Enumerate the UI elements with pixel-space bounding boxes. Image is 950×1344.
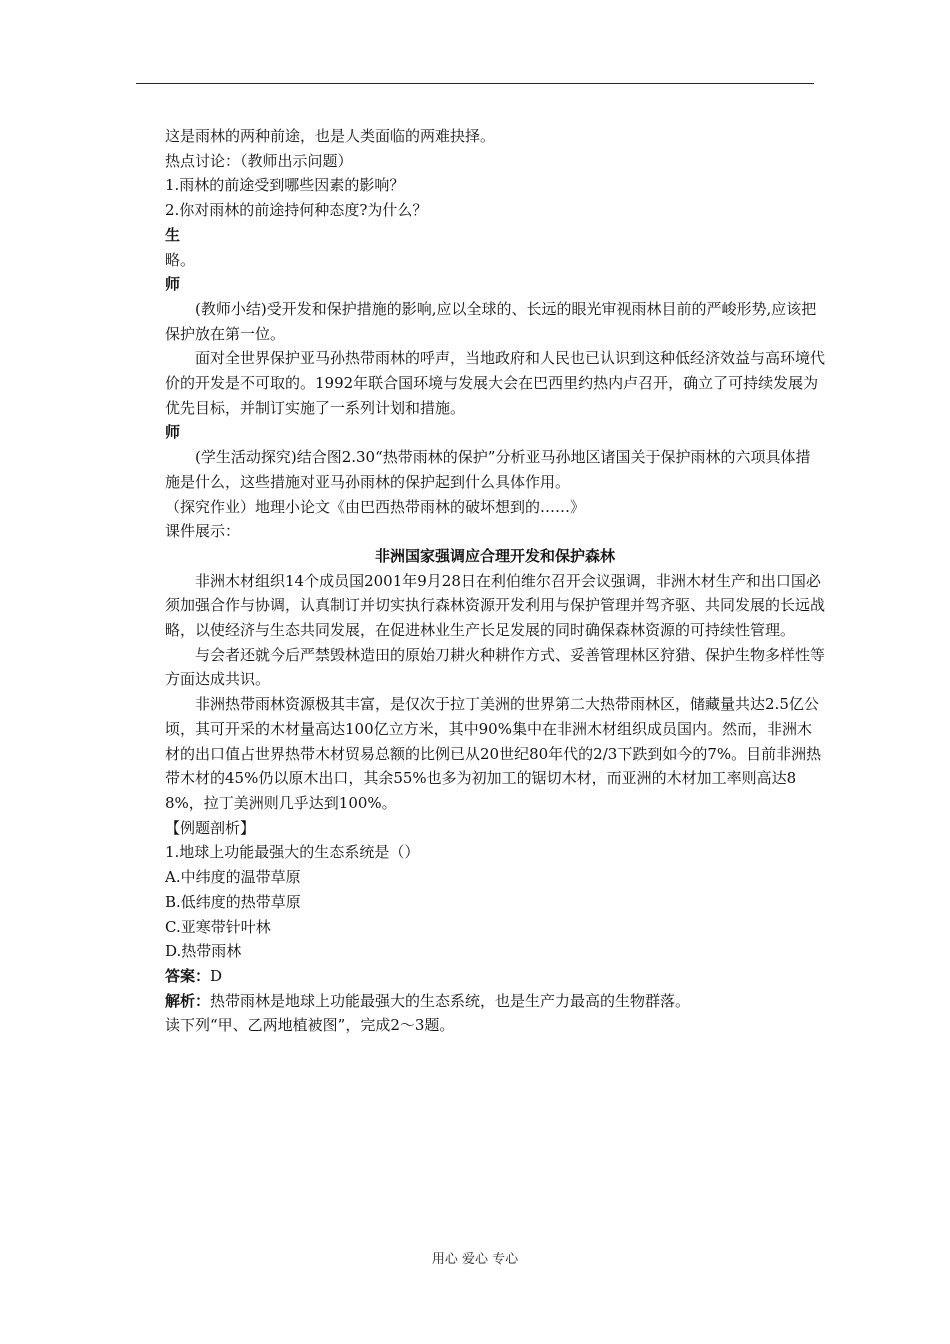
option-b: B.低纬度的热带草原 <box>165 892 301 911</box>
text-line: 热点讨论：（教师出示问题） <box>165 151 353 170</box>
option-c: C.亚寒带针叶林 <box>165 917 271 936</box>
header-rule <box>136 83 814 84</box>
speaker-label-teacher: 师 <box>165 423 181 442</box>
analysis-value: 热带雨林是地球上功能最强大的生态系统，也是生产力最高的生物群落。 <box>210 991 691 1010</box>
answer-line <box>165 964 825 989</box>
text-line: 这是雨林的两种前途，也是人类面临的两难抉择。 <box>165 127 496 145</box>
paragraph: 面对全世界保护亚马孙热带雨林的呼声，当地政府和人民也已认识到这种低经济效益与高环境代价的开发是不可取的。1992年联合国环境与发展大会在巴西里约热内卢召开，确立了可持续发展为优先目标，并制订实施了一系列计划和措施。 <box>165 349 826 417</box>
teacher-summary: (教师小结)受开发和保护措施的影响,应以全球的、长远的眼光审视雨林目前的严峻形势,应该把保护放在第一位。 <box>165 299 817 343</box>
paragraph: 非洲木材组织14个成员国2001年9月28日在利伯维尔召开会议强调，非洲木材生产和出口国必须加强合作与协调，认真制订并切实执行森林资源开发利用与保护管理并驾齐驱、共同发展的长远战略，以使经济与生态共同发展，在促进林业生产长足发展的同时确保森林资源的可持续性管理。 <box>165 571 826 640</box>
homework-line: （探究作业）地理小论文《由巴西热带雨林的破坏想到的……》 <box>165 497 586 516</box>
speaker-label-teacher: 师 <box>165 275 181 294</box>
option-d: D.热带雨林 <box>165 942 242 961</box>
analysis-line <box>165 989 825 1014</box>
student-activity: (学生活动探究)结合图2.30“热带雨林的保护”分析亚马孙地区诸国关于保护雨林的六项具体措施是什么，这些措施对亚马孙雨林的保护起到什么具体作用。 <box>165 448 811 491</box>
option-a: A.中纬度的温带草原 <box>165 868 301 887</box>
text-line: 读下列“甲、乙两地植被图”，完成2～3题。 <box>165 1016 455 1035</box>
paragraph: 与会者还就今后严禁毁林造田的原始刀耕火种耕作方式、妥善管理林区狩猎、保护生物多样性等方面达成共识。 <box>165 645 826 689</box>
courseware-line: 课件展示： <box>165 522 241 541</box>
question-item: 2.你对雨林的前途持何种态度?为什么？ <box>165 201 428 220</box>
speaker-label-student: 生 <box>165 225 181 244</box>
document-body <box>165 124 825 1038</box>
question-item: 1.地球上功能最强大的生态系统是（） <box>165 843 420 862</box>
page-footer: 用心 爱心 专心 <box>431 1252 519 1267</box>
analysis-label: 解析： <box>165 991 211 1010</box>
answer-value: D <box>210 966 223 985</box>
section-title: 非洲国家强调应合理开发和保护森林 <box>374 546 615 565</box>
paragraph: 非洲热带雨林资源极其丰富，是仅次于拉丁美洲的世界第二大热带雨林区，储藏量共达2.5亿公顷，其可开采的木材量高达100亿立方米，其中90%集中在非洲木材组织成员国内。然而，非洲木材的出口值占世界热带木材贸易总额的比例已从20世纪80年代的2/3下跌到如今的7%。目前非洲热带木材的45%仍以原木出口，其余55%也多为初加工的锯切木材，而亚洲的木材加工率则高达88%，拉丁美洲则几乎达到100%。 <box>165 695 822 812</box>
question-item: 1.雨林的前途受到哪些因素的影响？ <box>165 176 405 195</box>
text-line: 略。 <box>165 250 196 269</box>
example-heading: 【例题剖析】 <box>165 818 256 837</box>
answer-label: 答案： <box>165 966 211 985</box>
